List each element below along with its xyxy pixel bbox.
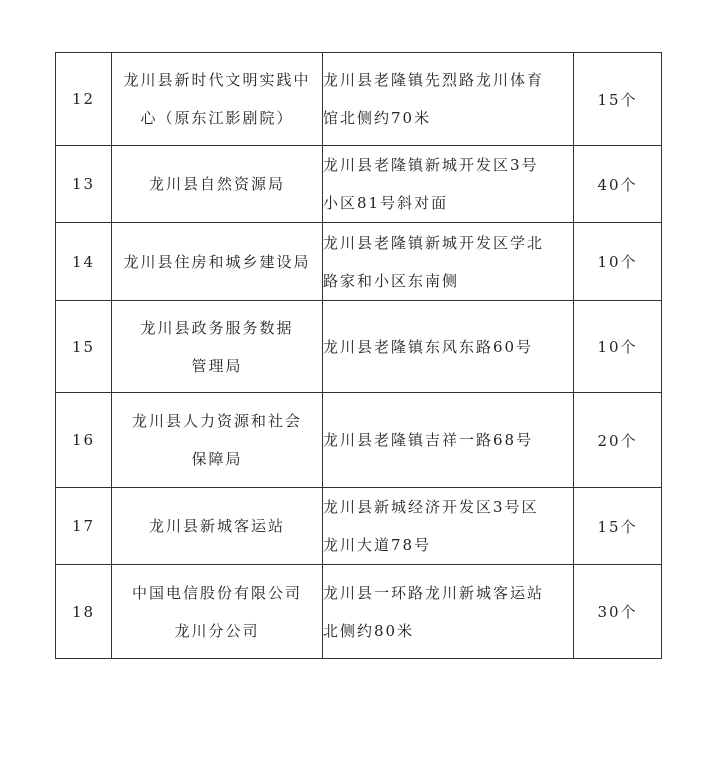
address <box>323 565 574 659</box>
spot-count: 10个 <box>574 301 662 393</box>
spot-count: 20个 <box>574 393 662 488</box>
address <box>323 223 574 301</box>
spot-count: 15个 <box>574 53 662 146</box>
address-line: 龙川县老隆镇吉祥一路68号 <box>323 431 534 449</box>
address-line: 龙川县老隆镇新城开发区学北 <box>323 233 545 252</box>
row-number: 16 <box>56 393 112 488</box>
unit-name <box>112 223 323 301</box>
unit-name-line: 心（原东江影剧院） <box>140 109 294 127</box>
address-line: 龙川县新城经济开发区3号区 <box>323 498 539 516</box>
unit-name-line: 中国电信股份有限公司 <box>131 583 302 602</box>
unit-name-line: 龙川县人力资源和社会 <box>131 412 302 430</box>
unit-name <box>112 146 323 223</box>
unit-name <box>112 488 323 565</box>
unit-name-line: 龙川县住房和城乡建设局 <box>123 252 311 271</box>
address-line: 北侧约80米 <box>323 621 415 640</box>
spot-count: 40个 <box>574 146 662 223</box>
row-number: 18 <box>56 565 112 659</box>
address-line: 馆北侧约70米 <box>323 109 432 127</box>
unit-name-line: 保障局 <box>191 450 243 468</box>
table-row <box>56 301 662 393</box>
address <box>323 393 574 488</box>
address-line: 小区81号斜对面 <box>323 194 449 212</box>
address-line: 龙川县老隆镇先烈路龙川体育 <box>323 71 545 89</box>
unit-name-line: 龙川县自然资源局 <box>148 175 285 193</box>
spot-count: 30个 <box>574 565 662 659</box>
address <box>323 53 574 146</box>
row-number: 14 <box>56 223 112 301</box>
parking-location-table <box>55 52 662 659</box>
unit-name-line: 管理局 <box>191 356 243 375</box>
address-line: 龙川大道78号 <box>323 536 432 554</box>
spot-count: 10个 <box>574 223 662 301</box>
address-line: 路家和小区东南侧 <box>323 271 460 290</box>
table-row <box>56 393 662 488</box>
unit-name-line: 龙川分公司 <box>174 621 260 640</box>
table-row <box>56 223 662 301</box>
address-line: 龙川县老隆镇新城开发区3号 <box>323 156 539 174</box>
address <box>323 301 574 393</box>
row-number: 12 <box>56 53 112 146</box>
table-row <box>56 565 662 659</box>
table-row <box>56 53 662 146</box>
address <box>323 146 574 223</box>
table-row <box>56 488 662 565</box>
unit-name <box>112 393 323 488</box>
unit-name-line: 龙川县新时代文明实践中 <box>123 71 311 89</box>
address <box>323 488 574 565</box>
row-number: 13 <box>56 146 112 223</box>
address-line: 龙川县老隆镇东风东路60号 <box>323 337 534 356</box>
unit-name <box>112 53 323 146</box>
row-number: 15 <box>56 301 112 393</box>
spot-count: 15个 <box>574 488 662 565</box>
unit-name <box>112 565 323 659</box>
row-number: 17 <box>56 488 112 565</box>
unit-name <box>112 301 323 393</box>
unit-name-line: 龙川县新城客运站 <box>148 517 285 535</box>
unit-name-line: 龙川县政务服务数据 <box>140 318 294 337</box>
address-line: 龙川县一环路龙川新城客运站 <box>323 583 545 602</box>
table-row <box>56 146 662 223</box>
